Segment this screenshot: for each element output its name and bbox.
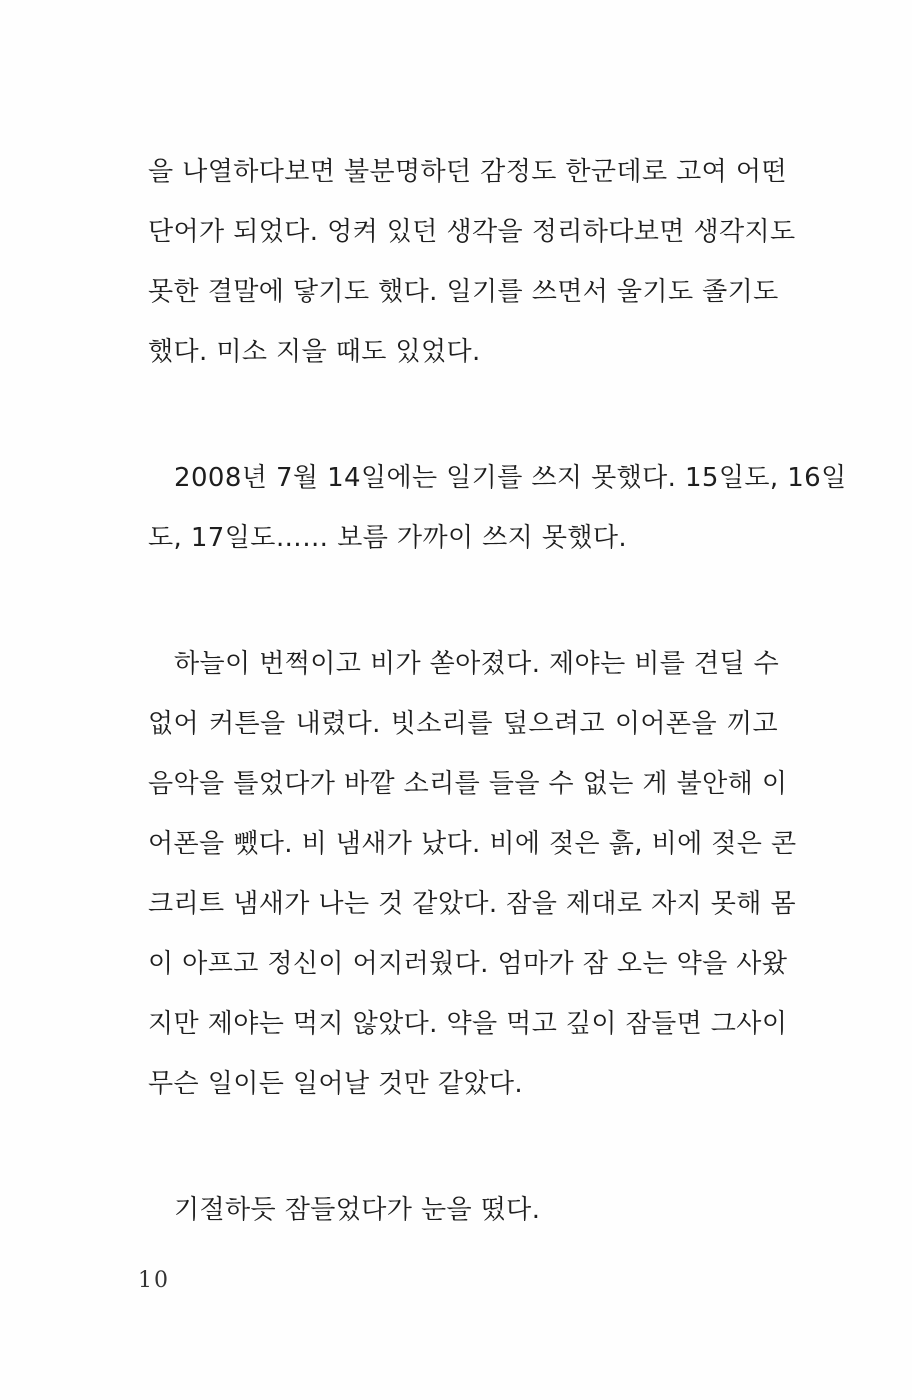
paragraph-gap xyxy=(148,568,778,634)
text-line: 했다. 미소 지을 때도 있었다. xyxy=(148,337,481,367)
text-line: 크리트 냄새가 나는 것 같았다. 잠을 제대로 자지 못해 몸 xyxy=(148,889,796,919)
paragraph-3 xyxy=(148,634,797,1114)
text-line: 어폰을 뺐다. 비 냄새가 났다. 비에 젖은 흙, 비에 젖은 콘 xyxy=(148,829,797,859)
text-line: 없어 커튼을 내렸다. 빗소리를 덮으려고 이어폰을 끼고 xyxy=(148,709,778,739)
text-line: 기절하듯 잠들었다가 눈을 떴다. xyxy=(174,1195,541,1225)
paragraph-gap xyxy=(148,382,778,448)
paragraph-gap xyxy=(148,1114,778,1180)
text-line: 못한 결말에 닿기도 했다. 일기를 쓰면서 울기도 졸기도 xyxy=(148,277,779,307)
paragraph-2 xyxy=(148,448,847,568)
text-line: 음악을 틀었다가 바깥 소리를 들을 수 없는 게 불안해 이 xyxy=(148,769,788,799)
text-line: 단어가 되었다. 엉켜 있던 생각을 정리하다보면 생각지도 xyxy=(148,217,796,247)
paragraph-1 xyxy=(148,142,796,382)
text-line: 2008년 7월 14일에는 일기를 쓰지 못했다. 15일도, 16일 xyxy=(174,463,847,493)
page-number: 10 xyxy=(138,1268,170,1293)
text-line: 이 아프고 정신이 어지러웠다. 엄마가 잠 오는 약을 사왔 xyxy=(148,949,788,979)
paragraph-4 xyxy=(148,1180,778,1240)
text-line: 도, 17일도…… 보름 가까이 쓰지 못했다. xyxy=(148,523,628,553)
text-line: 을 나열하다보면 불분명하던 감정도 한군데로 고여 어떤 xyxy=(148,157,787,187)
text-line: 하늘이 번쩍이고 비가 쏟아졌다. 제야는 비를 견딜 수 xyxy=(174,649,780,679)
body-text xyxy=(148,142,847,1240)
text-line: 지만 제야는 먹지 않았다. 약을 먹고 깊이 잠들면 그사이 xyxy=(148,1009,788,1039)
text-line: 무슨 일이든 일어날 것만 같았다. xyxy=(148,1069,524,1099)
